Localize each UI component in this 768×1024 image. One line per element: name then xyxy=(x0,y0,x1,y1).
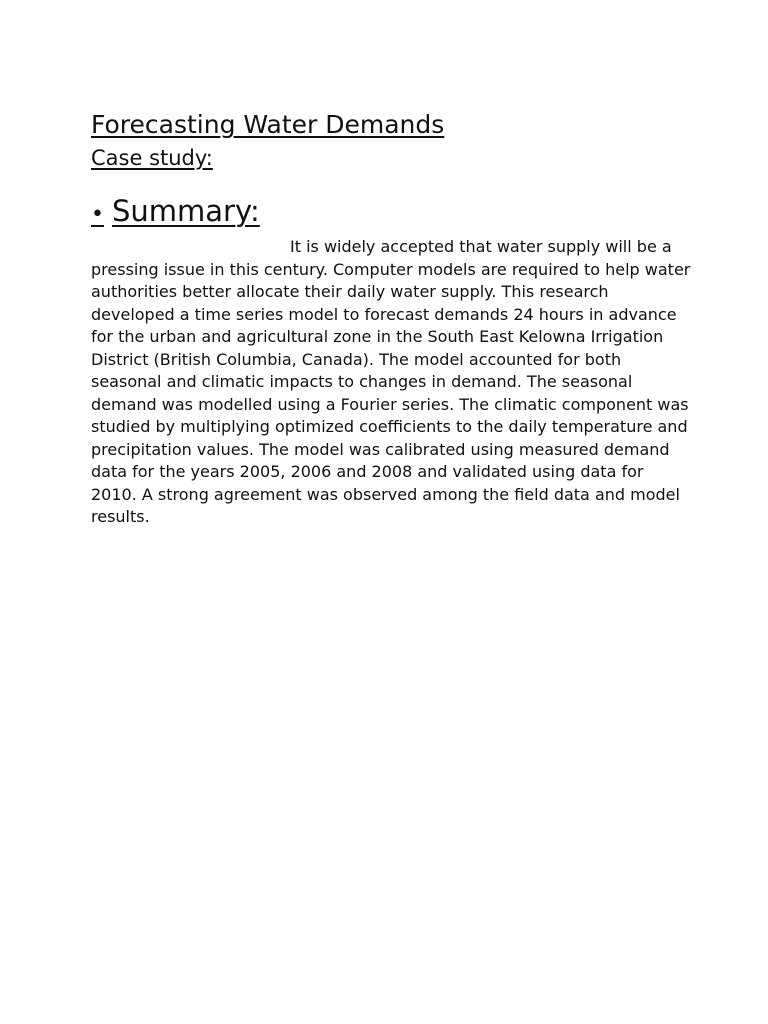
document-title: Forecasting Water Demands xyxy=(91,110,445,139)
document-subtitle: Case study: xyxy=(91,146,213,170)
bullet-icon: • xyxy=(91,202,104,227)
document-page xyxy=(91,108,691,529)
summary-heading-row xyxy=(91,192,691,234)
summary-heading: Summary: xyxy=(111,194,260,228)
summary-paragraph: It is widely accepted that water supply will be a pressing issue in this century. Computer models are required to help water authorities better allocate their daily water supply. This research developed a time series model to forecast demands 24 hours in advance for the urban and agricultural zone in the South East Kelowna Irrigation District (British Columbia, Canada). The model accounted for both seasonal and climatic impacts to changes in demand. The seasonal demand was modelled using a Fourier series. The climatic component was studied by multiplying optimized coefficients to the daily temperature and precipitation values. The model was calibrated using measured demand data for the years 2005, 2006 and 2008 and validated using data for 2010. A strong agreement was observed among the field data and model results. xyxy=(91,237,691,526)
